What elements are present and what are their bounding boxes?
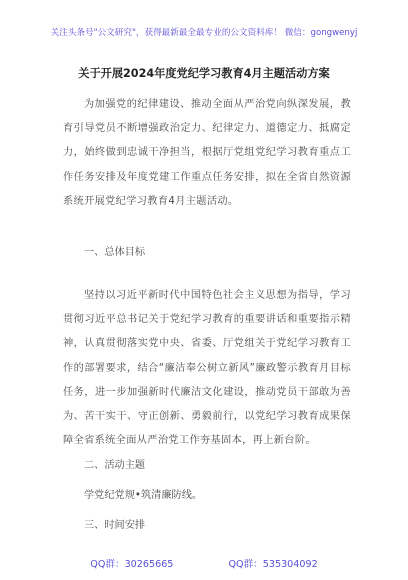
section-heading-schedule: 三、时间安排: [84, 520, 146, 531]
footer-qq-note: [0, 556, 408, 570]
document-title: 关于开展2024年度党纪学习教育4月主题活动方案: [78, 67, 330, 80]
footer-qq-group-1: QQ群：30265665: [90, 559, 174, 570]
section-heading-goals: 一、总体目标: [84, 247, 146, 258]
section-heading-theme: 二、活动主题: [84, 460, 146, 471]
footer-qq-group-2: QQ群：535304092: [228, 559, 318, 570]
header-promo-note: 关注头条号"公文研究"，获得最新最全最专业的公文资料库！ 微信：gongwenyj: [50, 28, 358, 38]
theme-paragraph: 学党纪党规•筑清廉防线。: [84, 490, 203, 501]
intro-paragraph: 为加强党的纪律建设、推动全面从严治党向纵深发展，教育引导党员不断增强政治定力、纪律定力、道德定力、抵腐定力，始终做到忠诚干净担当，根据厅党组党纪学习教育重点工作任务安排及年度党建工作重点任务安排，拟在全省自然资源系统开展党纪学习教育4月主题活动。: [63, 99, 351, 207]
goals-paragraph: 坚持以习近平新时代中国特色社会主义思想为指导，学习贯彻习近平总书记关于党纪学习教育的重要讲话和重要指示精神，认真贯彻落实党中央、省委、厅党组关于党纪学习教育工作的部署要求，结合“廉洁奉公树立新风”廉政警示教育月目标任务，进一步加强新时代廉洁文化建设，推动党员干部敢为善为、苦干实干、守正创新、勇毅前行，以党纪学习教育成果保障全省系统全面从严治党工作夯基固本，再上新台阶。: [63, 290, 351, 447]
